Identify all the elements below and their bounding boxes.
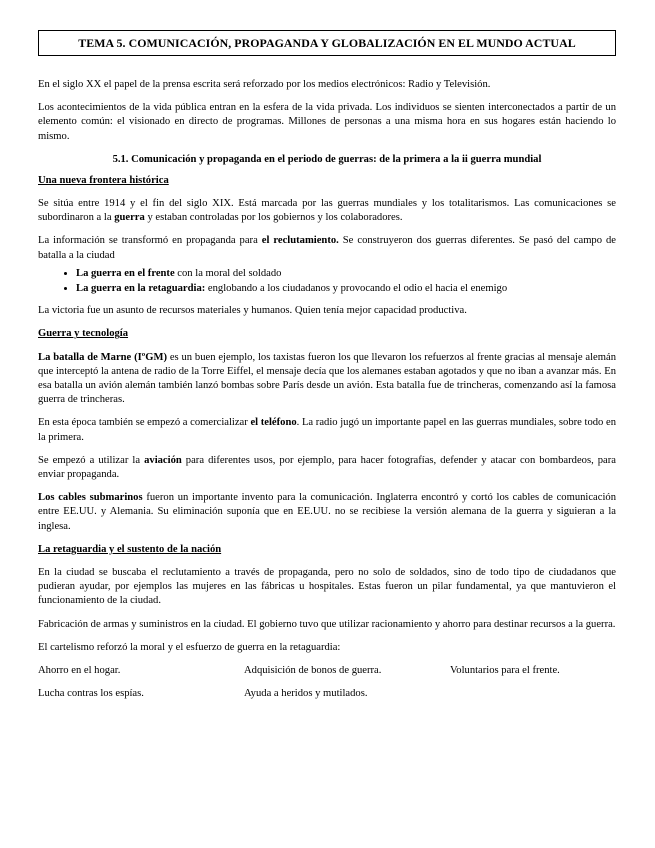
tecnologia-paragraph-3: Se empezó a utilizar la aviación para diferentes usos, por ejemplo, para hacer fotografías, defender y atacar con bombardeos, para enviar propaganda. (38, 454, 616, 481)
poster-theme-item: Adquisición de bonos de guerra. (244, 665, 382, 677)
intro-paragraph-2: Los acontecimientos de la vida pública entran en la esfera de la vida privada. Los individuos se sienten interconectados a partir de un elemento común: el visionado en directo de programas. Millones de personas a una misma hora en sus hogares están haciendo lo mismo. (38, 102, 616, 142)
list-item: • La guerra en el frente con la moral del soldado (76, 267, 616, 281)
poster-themes-grid (38, 664, 616, 701)
subheading-retaguardia: La retaguardia y el sustento de la nación (38, 543, 222, 555)
frontera-paragraph-3: La victoria fue un asunto de recursos materiales y humanos. Quien tenía mejor capacidad productiva. (38, 305, 467, 317)
poster-theme-item: Voluntarios para el frente. (450, 665, 560, 677)
list-item: • La guerra en la retaguardia: englobando a los ciudadanos y provocando el odio el hacia el enemigo (76, 282, 616, 296)
tecnologia-paragraph-4: Los cables submarinos fueron un importante invento para la comunicación. Inglaterra encontró y cortó los cables de comunicación entre EE.UU. y Alemania. Su eliminación suponía que en EE.UU. no se recibiese la versión alemana de la guerra y siguieran a la inglesa. (38, 492, 617, 532)
poster-theme-item: Ayuda a heridos y mutilados. (244, 688, 368, 700)
document-title: TEMA 5. COMUNICACIÓN, PROPAGANDA Y GLOBALIZACIÓN EN EL MUNDO ACTUAL (38, 30, 616, 56)
subheading-tecnologia: Guerra y tecnología (38, 328, 129, 340)
retaguardia-paragraph-2: Fabricación de armas y suministros en la ciudad. El gobierno tuvo que utilizar racionamiento y ahorro para destinar recursos a la guerra. (38, 618, 616, 630)
poster-theme-item: Lucha contras los espías. (38, 688, 144, 700)
retaguardia-paragraph-3: El cartelismo reforzó la moral y el esfuerzo de guerra en la retaguardia: (38, 641, 341, 653)
poster-theme-item: Ahorro en el hogar. (38, 665, 121, 677)
document-page (38, 30, 616, 701)
section-title: 5.1. Comunicación y propaganda en el periodo de guerras: de la primera a la ii guerra mundial (112, 153, 542, 165)
tecnologia-paragraph-1: La batalla de Marne (IºGM) es un buen ejemplo, los taxistas fueron los que llevaron los refuerzos al frente gracias al mensaje alemán que interceptó la antena de radio de la Torre Eiffel, el mensaje decía que los alemanes estaban agotados y que no iban a avanzar más. En esa batalla un avión alemán también lanzó bombas sobre París desde un avión. Esta batalla fue de trincheras, comenzando así la famosa guerra de trincheras. (38, 351, 616, 406)
frontera-paragraph-2: La información se transformó en propaganda para el reclutamiento. Se construyeron dos guerras diferentes. Se pasó del campo de batalla a la ciudad (38, 235, 617, 261)
subheading-frontera: Una nueva frontera histórica (38, 174, 169, 186)
frontera-bullet-list (38, 267, 616, 296)
tecnologia-paragraph-2: En esta época también se empezó a comercializar el teléfono. La radio jugó un importante papel en las guerras mundiales, sobre todo en la primera. (38, 417, 616, 443)
retaguardia-paragraph-1: En la ciudad se buscaba el reclutamiento a través de propaganda, pero no solo de soldados, sino de todo tipo de ciudadanos que pudieran ayudar, por ejemplos las mujeres en las fábricas u hospitales. Estas fueron un pilar fundamental, ya que mantuvieron el funcionamiento de la ciudad. (38, 567, 616, 607)
intro-paragraph-1: En el siglo XX el papel de la prensa escrita será reforzado por los medios electrónicos: Radio y Televisión. (38, 79, 491, 90)
frontera-paragraph-1: Se sitúa entre 1914 y el fin del siglo XIX. Está marcada por las guerras mundiales y los totalitarismos. Las comunicaciones se subordinaron a la guerra y estaban controladas por los gobiernos y los colaboradores. (38, 198, 616, 224)
